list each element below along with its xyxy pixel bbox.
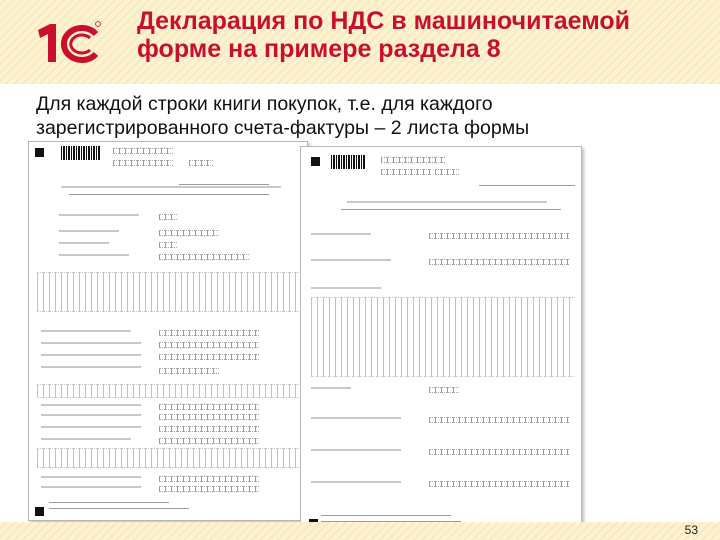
field-label	[311, 259, 391, 261]
field-cells	[159, 330, 259, 336]
header-band	[0, 0, 720, 84]
field-label	[59, 230, 119, 232]
field-label	[41, 426, 141, 428]
kpp-cells	[381, 169, 431, 175]
field-label	[41, 366, 141, 368]
field-cells	[429, 259, 569, 265]
field-label	[41, 354, 141, 356]
field-label	[41, 486, 141, 488]
seller-name-grid	[311, 297, 575, 377]
field-cells	[429, 449, 569, 455]
inn-cells	[381, 157, 445, 163]
page-title	[137, 7, 707, 63]
inn-cells	[113, 148, 173, 154]
field-label	[41, 476, 141, 478]
field-cells	[159, 368, 219, 374]
field-label	[311, 417, 401, 419]
field-cells	[159, 242, 177, 248]
field-label	[311, 287, 381, 289]
footer-band	[0, 522, 720, 540]
field-label	[311, 449, 401, 451]
field-label	[59, 242, 109, 244]
footnote	[49, 502, 169, 503]
page-cells	[435, 169, 459, 175]
field-label	[311, 233, 371, 235]
field-cells	[159, 486, 259, 492]
field-label	[59, 214, 139, 216]
field-cells	[159, 404, 259, 410]
invoice-number-grid	[37, 272, 301, 312]
subtitle-line-1: Для каждой строки книги покупок, т.е. для каждого	[36, 93, 493, 115]
field-cells	[429, 481, 569, 487]
corner-marker	[35, 148, 44, 157]
subtitle-line-2: зарегистрированного счета-фактуры – 2 листа формы	[36, 117, 530, 139]
grid-block	[37, 448, 301, 468]
field-cells	[159, 438, 259, 444]
form-sheet-2	[300, 146, 582, 536]
field-cells	[159, 342, 259, 348]
field-cells	[159, 254, 249, 260]
field-cells	[429, 233, 569, 239]
field-label	[41, 342, 141, 344]
field-cells	[159, 214, 177, 220]
rule-line	[341, 209, 561, 210]
field-label	[311, 387, 351, 389]
slide-number: 53	[684, 523, 698, 537]
logo-1c	[30, 16, 110, 68]
footnote	[321, 515, 451, 516]
field-label	[59, 254, 129, 256]
barcode	[61, 146, 101, 160]
field-cells	[159, 354, 259, 360]
corner-marker	[35, 507, 44, 516]
form-caption	[179, 184, 269, 185]
footnote	[49, 508, 189, 509]
grid-block	[37, 384, 301, 398]
field-label	[311, 481, 401, 483]
corner-marker	[311, 157, 320, 166]
subtitle	[36, 92, 676, 140]
field-cells	[429, 387, 459, 393]
title-line-2: форме на примере раздела 8	[137, 35, 501, 63]
title-line-1: Декларация по НДС в машиночитаемой	[137, 7, 630, 35]
field-cells	[159, 426, 259, 432]
field-cells	[159, 230, 219, 236]
kpp-cells	[113, 160, 173, 166]
field-cells	[429, 417, 569, 423]
section-heading	[61, 186, 281, 188]
page-cells	[189, 160, 213, 166]
field-cells	[159, 414, 259, 420]
field-label	[41, 438, 131, 440]
form-sheet-1	[28, 141, 308, 521]
field-cells	[159, 476, 259, 482]
barcode	[331, 155, 365, 169]
field-label	[41, 414, 141, 416]
field-label	[41, 404, 141, 406]
rule-line	[69, 194, 269, 195]
form-caption	[479, 185, 575, 186]
field-label	[41, 330, 131, 332]
column-headers	[347, 201, 547, 203]
